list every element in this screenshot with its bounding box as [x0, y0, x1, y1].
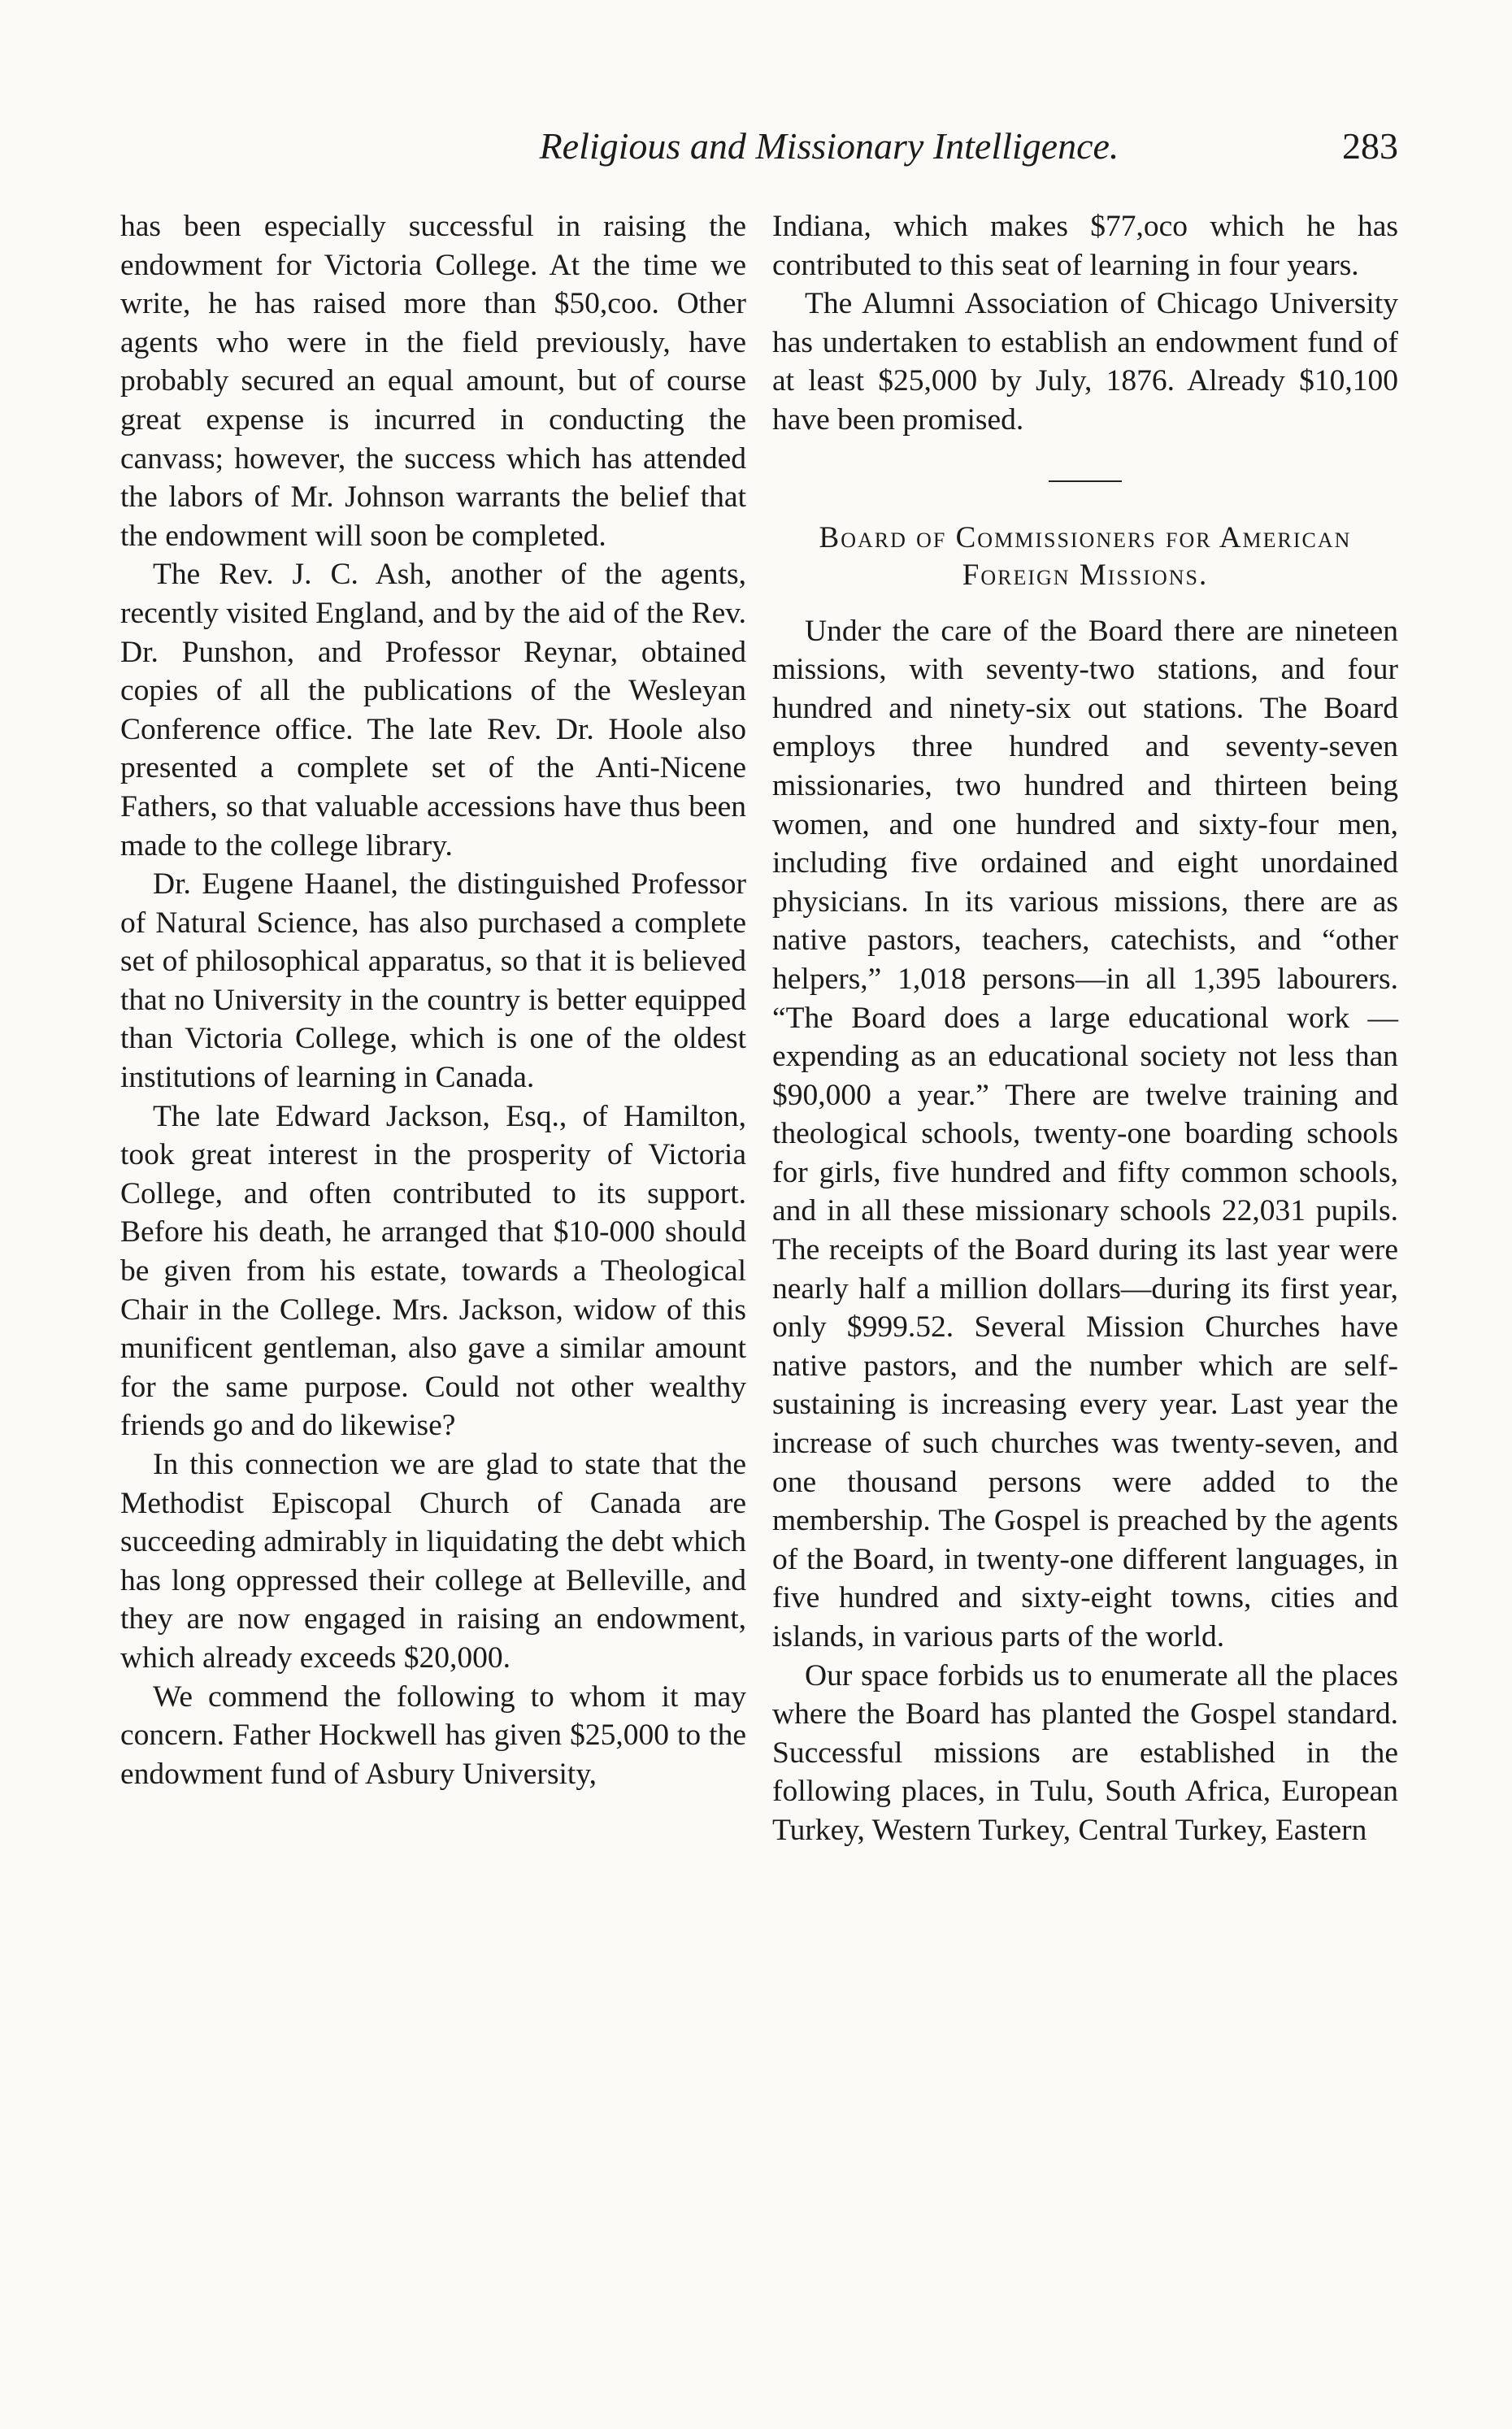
paragraph: Dr. Eugene Haanel, the distinguished Professor of Natural Science, has also purchased a complete set of philosophical apparatus, so that it is believed that no University in the country is better equipped than Victoria College, which is one of the oldest institutions of learning in Canada.	[120, 867, 746, 1095]
section-divider	[1049, 480, 1122, 482]
section-heading: Board of Commissioners for American Foreign Missions.	[819, 520, 1352, 592]
left-column	[120, 207, 746, 1793]
page-number: 283	[1342, 125, 1398, 167]
paragraph: In this connection we are glad to state that the Methodist Episcopal Church of Canada are succeeding admirably in liquidating the debt which has long oppressed their college at Belleville, and they are now engaged in raising an endowment, which already exceeds $20,000.	[120, 1448, 746, 1675]
paragraph: The Rev. J. C. Ash, another of the agents, recently visited England, and by the aid of the Rev. Dr. Punshon, and Professor Reynar, obtained copies of all the publications of the Wesleyan Conference office. The late Rev. Dr. Hoole also presented a complete set of the Anti-Nicene Fathers, so that valuable accessions have thus been made to the college library.	[120, 558, 746, 863]
page-header	[114, 122, 1431, 187]
paragraph: Under the care of the Board there are nineteen missions, with seventy-two stations, and four hundred and ninety-six out stations. The Board employs three hundred and seventy-seven missionaries, two hundred and thirteen being women, and one hundred and sixty-four men, including five ordained and eight unordained physicians. In its various missions, there are as native pastors, teachers, catechists, and “other helpers,” 1,018 persons—in all 1,395 labourers. “The Board does a large educational work —expending as an educational society not less than $90,000 a year.” There are twelve training and theological schools, twenty-one boarding schools for girls, five hundred and fifty common schools, and in all these missionary schools 22,031 pupils. The receipts of the Board during its last year were nearly half a million dollars—during its first year, only $999.52. Several Mission Churches have native pastors, and the number which are self-sustaining is increasing every year. Last year the increase of such churches was twenty-seven, and one thousand persons were added to the membership. The Gospel is preached by the agents of the Board, in twenty-one different languages, in five hundred and sixty-eight towns, cities and islands, in various parts of the world.	[772, 614, 1398, 1653]
paragraph: has been especially successful in raising the endowment for Victoria College. At the time we write, he has raised more than $50,coo. Other agents who were in the field previously, have probably secured an equal amount, but of course great expense is incurred in conducting the canvass; however, the success which has attended the labors of Mr. Johnson warrants the belief that the endowment will soon be completed.	[120, 210, 746, 553]
paragraph: The late Edward Jackson, Esq., of Hamilton, took great interest in the prosperity of Victoria College, and often contributed to its support. Before his death, he arranged that $10-000 should be given from his estate, towards a Theological Chair in the College. Mrs. Jackson, widow of this munificent gentleman, also gave a similar amount for the same purpose. Could not other wealthy friends go and do likewise?	[120, 1099, 746, 1443]
paragraph: We commend the following to whom it may concern. Father Hockwell has given $25,000 to the endowment fund of Asbury University,	[120, 1679, 746, 1791]
running-title: Religious and Missionary Intelligence.	[539, 125, 1119, 167]
right-column	[772, 207, 1398, 1850]
paragraph: Our space forbids us to enumerate all the places where the Board has planted the Gospel standard. Successful missions are established in the following places, in Tulu, South Africa, European Turkey, Western Turkey, Central Turkey, Eastern	[772, 1658, 1398, 1847]
paragraph: Indiana, which makes $77,oco which he has contributed to this seat of learning in four years.	[772, 210, 1398, 282]
paragraph: The Alumni Association of Chicago University has undertaken to establish an endowment fund of at least $25,000 by July, 1876. Already $10,100 have been promised.	[772, 287, 1398, 437]
